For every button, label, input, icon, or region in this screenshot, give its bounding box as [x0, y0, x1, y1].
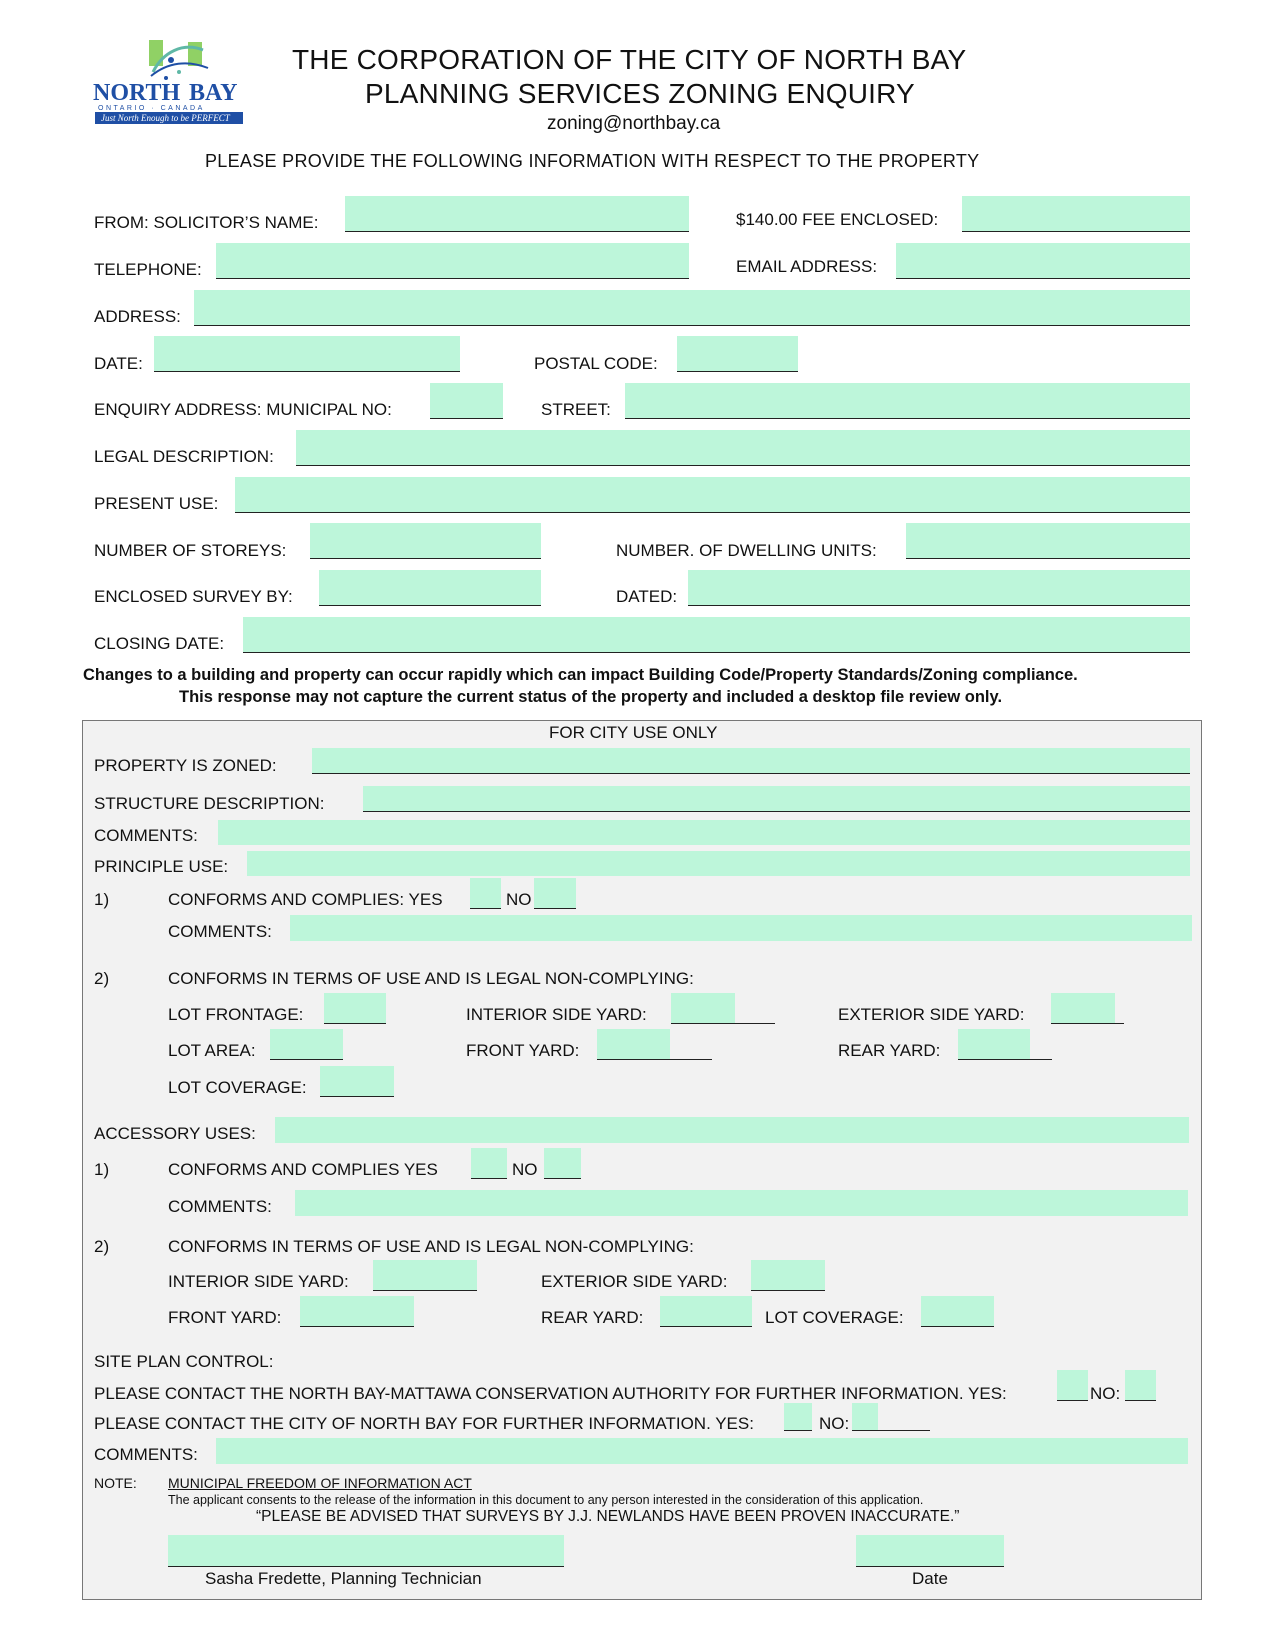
solicitor-label: FROM: SOLICITOR’S NAME: [94, 213, 319, 232]
acc-exterior-label: EXTERIOR SIDE YARD: [541, 1272, 728, 1291]
postal-code-field[interactable] [677, 336, 798, 372]
city-contact-no-field[interactable] [852, 1403, 878, 1431]
date-label: DATE: [94, 354, 143, 373]
address-field[interactable] [194, 290, 1190, 326]
principle-label: PRINCIPLE USE: [94, 857, 229, 876]
principle-use-field[interactable] [247, 851, 1190, 876]
acc-front-label: FRONT YARD: [168, 1308, 282, 1327]
notice-line1: Changes to a building and property can occur rapidly which can impact Building Code/Property Standards/Zoning compliance. [83, 666, 1078, 684]
mattawa-no-field[interactable] [1125, 1370, 1156, 1401]
interior-side-label: INTERIOR SIDE YARD: [466, 1005, 647, 1024]
dwelling-units-field[interactable] [906, 523, 1190, 559]
comments-field-3[interactable] [216, 1438, 1188, 1464]
rear-yard-label: REAR YARD: [838, 1041, 941, 1060]
city-contact-no-underline [878, 1430, 930, 1431]
note-label: NOTE: [94, 1475, 137, 1491]
surveys-advisory: “PLEASE BE ADVISED THAT SURVEYS BY J.J. NEWLANDS HAVE BEEN PROVEN INACCURATE.” [256, 1508, 960, 1525]
item-number-2: 2) [94, 969, 110, 988]
conforms-yes-field[interactable] [470, 878, 501, 909]
zoned-field[interactable] [312, 748, 1190, 774]
city-contact-label: PLEASE CONTACT THE CITY OF NORTH BAY FOR FURTHER INFORMATION. YES: [94, 1414, 754, 1433]
north-bay-logo-graphic [93, 32, 255, 124]
comments-label-2: COMMENTS: [168, 1197, 272, 1216]
comments-label-3: COMMENTS: [94, 1445, 198, 1464]
interior-side-field[interactable] [671, 993, 735, 1024]
address-label: ADDRESS: [94, 307, 181, 326]
acc-interior-label: INTERIOR SIDE YARD: [168, 1272, 349, 1291]
item-number-2b: 2) [94, 1237, 110, 1256]
lot-frontage-label: LOT FRONTAGE: [168, 1005, 304, 1024]
lot-frontage-field[interactable] [324, 993, 386, 1024]
comments-field[interactable] [218, 820, 1190, 845]
acc-front-field[interactable] [300, 1296, 414, 1327]
street-label: STREET: [541, 400, 611, 419]
present-use-label: PRESENT USE: [94, 494, 219, 513]
logo-sub: ONTARIO · CANADA [98, 105, 205, 112]
signature-date-label: Date [912, 1569, 948, 1588]
storeys-label: NUMBER OF STOREYS: [94, 541, 287, 560]
acc-rear-field[interactable] [660, 1296, 752, 1327]
structure-description-field[interactable] [363, 786, 1190, 812]
signer-name: Sasha Fredette, Planning Technician [205, 1569, 482, 1588]
exterior-side-underline [1115, 1023, 1124, 1024]
closing-date-field[interactable] [243, 617, 1190, 653]
front-yard-label: FRONT YARD: [466, 1041, 580, 1060]
dwelling-label: NUMBER. OF DWELLING UNITS: [616, 541, 877, 560]
comments-field-1[interactable] [290, 915, 1192, 941]
fee-enclosed-field[interactable] [962, 196, 1190, 232]
dated-label: DATED: [616, 587, 678, 606]
acc-coverage-field[interactable] [921, 1296, 994, 1327]
mattawa-no-label: NO: [1090, 1384, 1121, 1403]
solicitor-name-field[interactable] [345, 196, 689, 232]
lot-area-field[interactable] [270, 1029, 343, 1060]
email-field[interactable] [896, 243, 1190, 279]
signature-date-field[interactable] [856, 1535, 1004, 1567]
conforms-legal-label: CONFORMS IN TERMS OF USE AND IS LEGAL NON-COMPLYING: [168, 969, 694, 988]
acc-exterior-field[interactable] [751, 1260, 825, 1291]
comments-field-2[interactable] [295, 1190, 1188, 1216]
lot-coverage-field[interactable] [320, 1066, 394, 1097]
header-line1: THE CORPORATION OF THE CITY OF NORTH BAY [292, 44, 967, 75]
acc-rear-label: REAR YARD: [541, 1308, 644, 1327]
legal-description-field[interactable] [296, 430, 1190, 466]
acc-coverage-label: LOT COVERAGE: [765, 1308, 904, 1327]
rear-yard-underline [1030, 1059, 1052, 1060]
mfoi-heading: MUNICIPAL FREEDOM OF INFORMATION ACT [168, 1475, 472, 1491]
fee-label: $140.00 FEE ENCLOSED: [736, 210, 939, 229]
accessory-no-field[interactable] [544, 1148, 581, 1179]
north-bay-logo [93, 32, 255, 124]
comments-label: COMMENTS: [94, 826, 198, 845]
acc-interior-field[interactable] [373, 1260, 477, 1291]
front-yard-field[interactable] [597, 1029, 670, 1060]
header-email[interactable]: zoning@northbay.ca [547, 113, 721, 134]
logo-word-right: BAY [189, 80, 238, 106]
instruction-text: PLEASE PROVIDE THE FOLLOWING INFORMATION WITH RESPECT TO THE PROPERTY [205, 151, 980, 171]
front-yard-underline [670, 1059, 712, 1060]
interior-side-underline [735, 1023, 775, 1024]
enquiry-label: ENQUIRY ADDRESS: MUNICIPAL NO: [94, 400, 392, 419]
zoned-label: PROPERTY IS ZONED: [94, 756, 277, 775]
city-contact-yes-field[interactable] [784, 1403, 812, 1431]
mattawa-label: PLEASE CONTACT THE NORTH BAY-MATTAWA CONSERVATION AUTHORITY FOR FURTHER INFORMATION. YES: [94, 1384, 1007, 1403]
present-use-field[interactable] [235, 477, 1190, 513]
header-line2: PLANNING SERVICES ZONING ENQUIRY [365, 78, 915, 109]
closing-label: CLOSING DATE: [94, 634, 225, 653]
dated-field[interactable] [688, 570, 1190, 606]
city-use-title: FOR CITY USE ONLY [549, 723, 718, 742]
accessory-no-label: NO [512, 1160, 538, 1179]
accessory-uses-field[interactable] [275, 1117, 1189, 1143]
municipal-no-field[interactable] [430, 383, 503, 419]
lot-coverage-label: LOT COVERAGE: [168, 1078, 307, 1097]
exterior-side-label: EXTERIOR SIDE YARD: [838, 1005, 1025, 1024]
rear-yard-field[interactable] [958, 1029, 1030, 1060]
mattawa-yes-field[interactable] [1057, 1370, 1088, 1401]
consent-text: The applicant consents to the release of the information in this document to any person interested in the consideration of this application. [168, 1493, 924, 1507]
structure-label: STRUCTURE DESCRIPTION: [94, 794, 325, 813]
lot-area-label: LOT AREA: [168, 1041, 256, 1060]
notice-line2: This response may not capture the current status of the property and included a desktop file review only. [179, 688, 1003, 706]
city-contact-no-label: NO: [819, 1414, 850, 1433]
survey-label: ENCLOSED SURVEY BY: [94, 587, 293, 606]
date-field[interactable] [154, 336, 460, 372]
comments-label-1: COMMENTS: [168, 922, 272, 941]
site-plan-label: SITE PLAN CONTROL: [94, 1352, 274, 1371]
street-field[interactable] [625, 383, 1190, 419]
accessory-label: ACCESSORY USES: [94, 1124, 256, 1143]
conforms-no-field[interactable] [534, 878, 576, 909]
logo-tagline: Just North Enough to be PERFECT [101, 113, 230, 123]
telephone-label: TELEPHONE: [94, 260, 202, 279]
conforms-no-label: NO [506, 890, 532, 909]
accessory-yes-field[interactable] [471, 1148, 507, 1179]
email-label: EMAIL ADDRESS: [736, 257, 878, 276]
item-number-1: 1) [94, 890, 110, 909]
postal-label: POSTAL CODE: [534, 354, 658, 373]
conforms-legal-label-2: CONFORMS IN TERMS OF USE AND IS LEGAL NON-COMPLYING: [168, 1237, 694, 1256]
legal-label: LEGAL DESCRIPTION: [94, 447, 274, 466]
exterior-side-field[interactable] [1051, 993, 1115, 1024]
conforms-yes-label: CONFORMS AND COMPLIES: YES [168, 890, 443, 909]
telephone-field[interactable] [216, 243, 689, 279]
conforms-yes2-label: CONFORMS AND COMPLIES YES [168, 1160, 438, 1179]
survey-by-field[interactable] [319, 570, 541, 606]
signature-field[interactable] [168, 1535, 564, 1567]
item-number-1b: 1) [94, 1160, 110, 1179]
storeys-field[interactable] [310, 523, 541, 559]
logo-word-left: NORTH [93, 80, 181, 106]
